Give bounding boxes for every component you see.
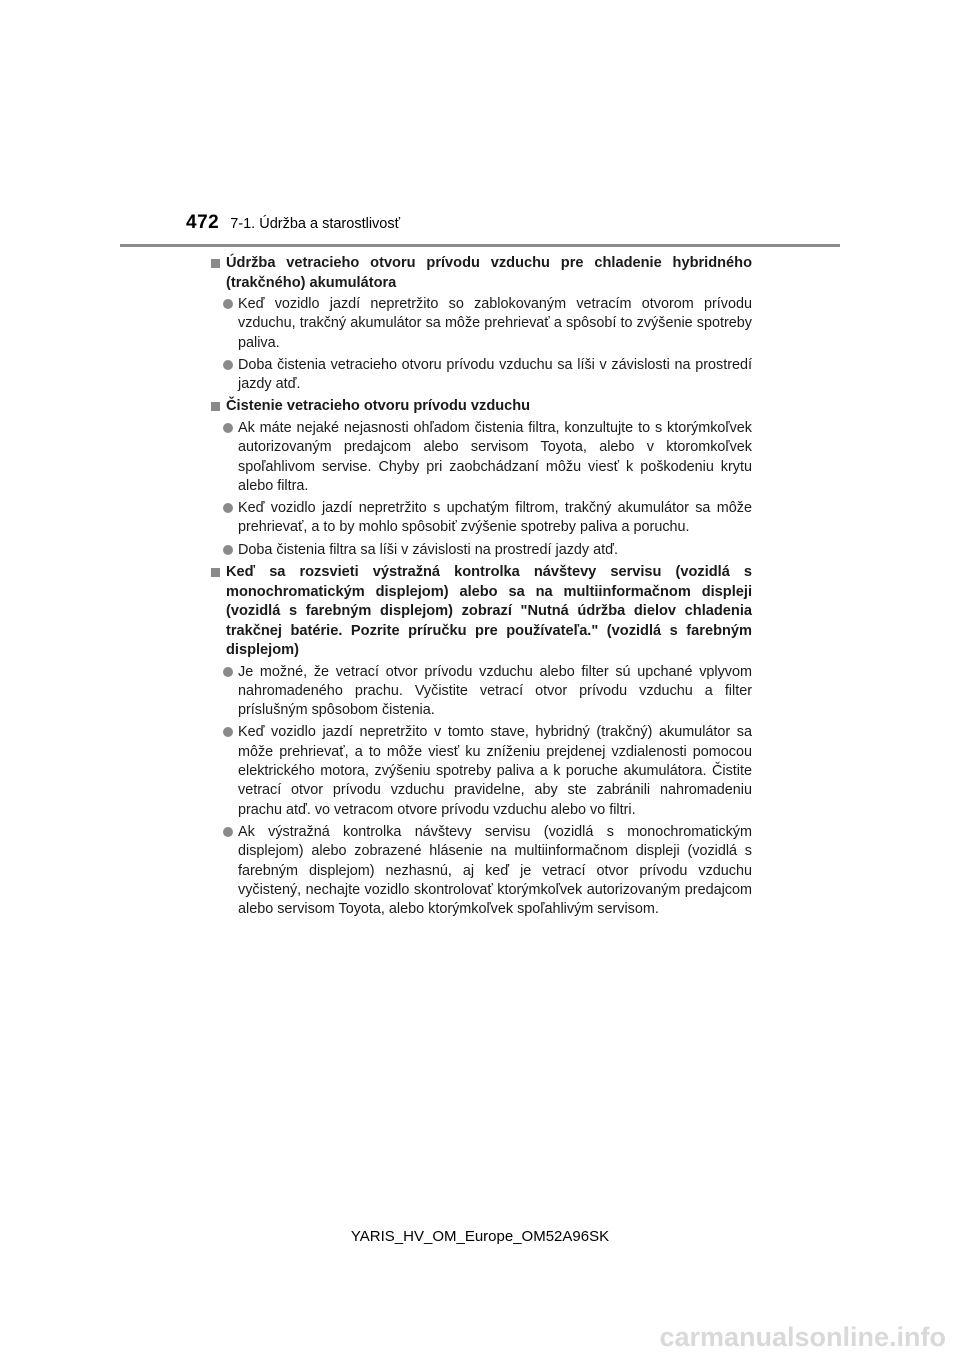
list-item xyxy=(211,823,752,919)
section-air-intake-cleaning xyxy=(211,397,752,560)
square-bullet-icon xyxy=(211,568,220,577)
section-heading-text: Čistenie vetracieho otvoru prívodu vzduchu xyxy=(226,398,531,415)
list-item-text: Keď vozidlo jazdí nepretržito v tomto stave, hybridný (trakčný) akumulátor sa môže prehrievať, a to môže viesť ku zníženiu prejdenej vzdialenosti pomocou elektrického motora, zvýšeniu spotreby paliva a k poruche akumulátora. Čistite vetrací otvor prívodu vzduchu pravidelne, aby ste zabránili nahromadeniu prachu atď. vo vetracom otvore prívodu vzduchu alebo vo filtri. xyxy=(238,724,752,818)
page-header xyxy=(186,212,400,234)
circle-bullet-icon xyxy=(223,360,233,370)
list-item xyxy=(211,356,752,395)
list-item xyxy=(211,499,752,538)
section-heading-text: Údržba vetracieho otvoru prívodu vzduchu pre chladenie hybridného (trakčného) akumulátora xyxy=(226,255,752,291)
section-service-warning xyxy=(211,563,752,919)
circle-bullet-icon xyxy=(223,299,233,309)
page-content xyxy=(211,254,752,922)
circle-bullet-icon xyxy=(223,727,233,737)
chapter-title: 7-1. Údržba a starostlivosť xyxy=(230,216,401,232)
list-item xyxy=(211,541,752,560)
circle-bullet-icon xyxy=(223,503,233,513)
circle-bullet-icon xyxy=(223,423,233,433)
list-item xyxy=(211,295,752,353)
section-heading xyxy=(211,254,752,293)
list-item-text: Je možné, že vetrací otvor prívodu vzduchu alebo filter sú upchané vplyvom nahromadeného prachu. Vyčistite vetrací otvor prívodu vzduchu a filter príslušným spôsobom čistenia. xyxy=(238,663,752,719)
list-item-text: Ak máte nejaké nejasnosti ohľadom čistenia filtra, konzultujte to s ktorýmkoľvek autorizovaným predajcom alebo servisom Toyota, alebo v ktoromkoľvek spoľahlivom servise. Chyby pri zaobchádzaní môžu viesť k poškodeniu krytu alebo filtra. xyxy=(238,419,752,494)
section-heading xyxy=(211,397,752,417)
square-bullet-icon xyxy=(211,402,220,411)
list-item-text: Keď vozidlo jazdí nepretržito so zablokovaným vetracím otvorom prívodu vzduchu, trakčný akumulátor sa môže prehrievať a spôsobí to zvýšenie spotreby paliva. xyxy=(238,296,752,351)
document-code: YARIS_HV_OM_Europe_OM52A96SK xyxy=(350,1228,610,1245)
list-item-text: Doba čistenia filtra sa líši v závislosti na prostredí jazdy atď. xyxy=(238,541,618,558)
list-item-text: Ak výstražná kontrolka návštevy servisu (vozidlá s monochromatickým displejom) alebo zobrazené hlásenie na multiinformačnom displeji (vozidlá s farebným displejom) nezhasnú, aj keď je vetrací otvor prívodu vzduchu vyčistený, nechajte vozidlo skontrolovať ktorýmkoľvek autorizovaným predajcom alebo servisom Toyota, alebo ktorýmkoľvek spoľahlivým servisom. xyxy=(238,823,752,918)
section-air-intake-maintenance xyxy=(211,254,752,394)
section-heading xyxy=(211,563,752,661)
circle-bullet-icon xyxy=(223,545,233,555)
list-item-text: Keď vozidlo jazdí nepretržito s upchatým filtrom, trakčný akumulátor sa môže prehrievať, a to by mohlo spôsobiť zvýšenie spotreby paliva a poruchu. xyxy=(238,500,752,536)
circle-bullet-icon xyxy=(223,827,233,837)
section-heading-text: Keď sa rozsvieti výstražná kontrolka návštevy servisu (vozidlá s monochromatickým displejom) alebo sa na multiinformačnom displeji (vozidlá s farebným displejom) zobrazí "Nutná údržba dielov chladenia trakčnej batérie. Pozrite príručku pre používateľa." (vozidlá s farebným displejom) xyxy=(226,564,752,659)
header-divider xyxy=(120,244,840,247)
list-item xyxy=(211,663,752,721)
list-item-text: Doba čistenia vetracieho otvoru prívodu vzduchu sa líši v závislosti na prostredí jazdy atď. xyxy=(238,356,752,393)
list-item xyxy=(211,723,752,819)
page-number: 472 xyxy=(186,212,220,233)
circle-bullet-icon xyxy=(223,667,233,677)
list-item xyxy=(211,419,752,496)
watermark-logo: carmanualsonline.info xyxy=(659,1322,946,1352)
square-bullet-icon xyxy=(211,259,220,268)
